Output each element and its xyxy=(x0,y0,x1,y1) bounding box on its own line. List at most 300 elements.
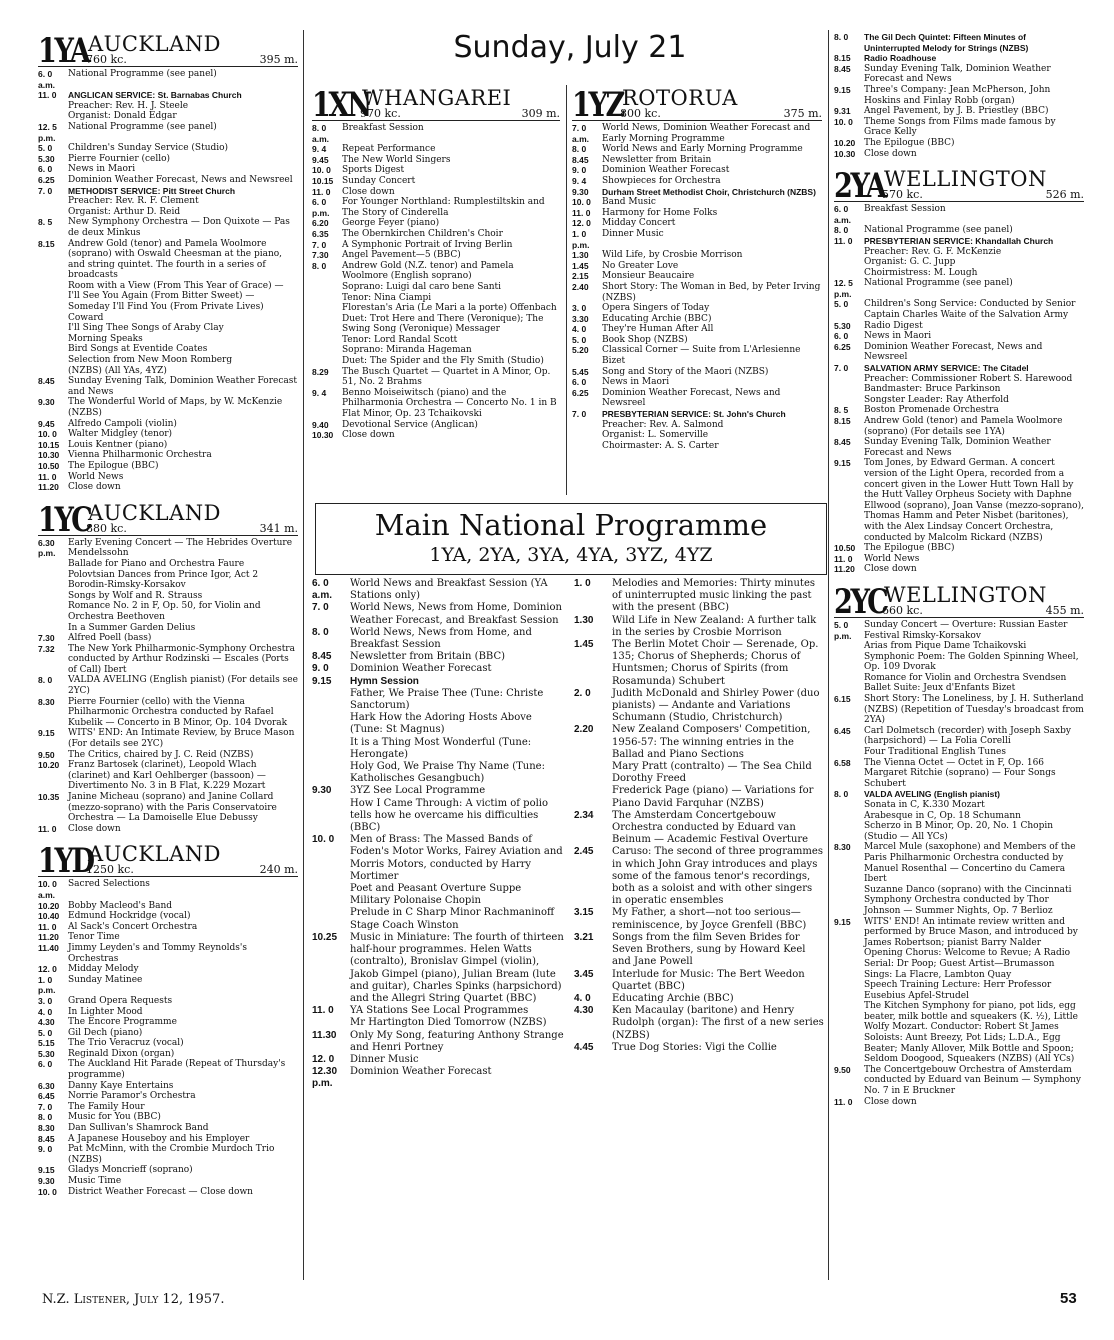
programme-item xyxy=(38,440,298,451)
programme-title: Melodies and Memories: Thirty minutes of uninterrupted music linking the past with the present (BBC) xyxy=(612,578,815,614)
programme-item xyxy=(572,261,822,272)
programme-item xyxy=(572,187,822,198)
programme-item xyxy=(834,1001,1084,1033)
programme-item xyxy=(38,975,298,996)
programme-title: Edmund Hockridge (vocal) xyxy=(68,911,191,922)
programme-item xyxy=(38,964,298,975)
programme-title: In a Summer Garden Delius xyxy=(68,622,196,633)
programme-time: 12. 5 p.m. xyxy=(38,121,57,143)
programme-title: Holy God, We Praise Thy Name (Tune: Katholisches Gesangbuch) xyxy=(350,761,545,785)
programme-time: 2.15 xyxy=(572,271,589,282)
programme-time: 1. 0 p.m. xyxy=(38,974,56,996)
station-frequency: 760 kc. xyxy=(86,53,127,66)
programme-item xyxy=(312,144,560,155)
programme-time: 11. 0 xyxy=(834,553,853,564)
programme-title: Dominion Weather Forecast, News and Newsreel xyxy=(864,341,1043,363)
programme-time xyxy=(38,344,68,355)
programme-title: Music for You (BBC) xyxy=(68,1112,161,1123)
programme-item xyxy=(572,144,822,155)
station-2ya xyxy=(834,167,1084,575)
programme-item xyxy=(574,785,824,809)
programme-title: Symphonic Poem: The Golden Spinning Wheel, Op. 109 Dvorak xyxy=(864,651,1079,673)
programme-item xyxy=(312,798,564,835)
programme-item xyxy=(312,430,560,441)
programme-title: The New York Philharmonic-Symphony Orchestra conducted by Arthur Rodzinski — Escales (Ports of Call) Ibert xyxy=(68,643,295,675)
programme-time: 2. 0 xyxy=(574,687,591,699)
programme-item xyxy=(572,176,822,187)
programme-item xyxy=(834,225,1084,236)
station-wavelength: 526 m. xyxy=(1045,188,1084,202)
programme-item xyxy=(38,932,298,943)
programme-title: Arabesque in C, Op. 18 Schumann xyxy=(864,810,1021,821)
programme-title: Ken Macaulay (baritone) and Henry Rudolph (organ): The first of a new series (NZBS) xyxy=(612,1005,824,1041)
programme-item xyxy=(574,639,824,688)
programme-item xyxy=(38,1144,298,1165)
programme-title: They're Human After All xyxy=(602,324,714,335)
programme-time xyxy=(312,1017,350,1029)
programme-title: National Programme (see panel) xyxy=(864,225,1013,236)
programme-time: 6. 0 a.m. xyxy=(834,204,852,225)
programme-list xyxy=(834,32,1084,159)
programme-title: Soprano: Miranda Hageman xyxy=(342,345,472,356)
programme-item xyxy=(834,331,1084,342)
programme-item xyxy=(834,832,1084,843)
programme-item xyxy=(572,250,822,261)
programme-time: 1. 0 p.m. xyxy=(572,228,590,250)
programme-item xyxy=(574,578,824,615)
programme-item xyxy=(834,374,1084,385)
programme-item xyxy=(574,846,824,907)
programme-item xyxy=(312,1017,564,1029)
station-1yz xyxy=(572,86,822,451)
programme-time: 7. 0 xyxy=(312,602,329,614)
programme-item xyxy=(834,726,1084,747)
programme-time xyxy=(834,1001,864,1033)
programme-title: Norrie Paramor's Orchestra xyxy=(68,1091,196,1102)
programme-item xyxy=(834,247,1084,258)
programme-item xyxy=(38,472,298,483)
station-wavelength: 240 m. xyxy=(259,863,298,877)
programme-title: New Zealand Composers' Competition, 1956-57: The winning entries in the Ballad and Piano Sections xyxy=(612,724,811,760)
programme-item xyxy=(312,197,560,218)
programme-item xyxy=(38,591,298,602)
station-frequency: 800 kc. xyxy=(620,107,661,120)
programme-time: 5.15 xyxy=(38,1038,55,1049)
programme-item xyxy=(572,208,822,219)
programme-item xyxy=(38,429,298,440)
programme-title: World News and Early Morning Programme xyxy=(602,144,803,155)
programme-time: 6. 0 p.m. xyxy=(312,197,330,218)
programme-title: Monsieur Beaucaire xyxy=(602,271,695,282)
programme-time: 10. 0 xyxy=(38,429,57,440)
programme-item xyxy=(312,1005,564,1017)
programme-title: World News, News from Home, and Breakfast Session xyxy=(350,626,532,651)
programme-time xyxy=(834,821,864,832)
programme-time xyxy=(834,683,864,694)
programme-time xyxy=(834,395,864,406)
footer-issue: N.Z. Listener, July 12, 1957. xyxy=(42,1292,225,1307)
programme-item xyxy=(572,388,822,409)
programme-title: How I Came Through: A victim of polio tells how he overcame his difficulties (BBC) xyxy=(350,797,549,834)
programme-item xyxy=(38,633,298,644)
programme-title: Tenor: Nina Ciampi xyxy=(342,292,432,303)
programme-time: 9.40 xyxy=(312,419,329,430)
programme-time: 9.31 xyxy=(834,106,851,117)
programme-title: PRESBYTERIAN SERVICE: Khandallah Church xyxy=(864,235,1054,246)
programme-time: 8.15 xyxy=(834,416,851,426)
programme-item xyxy=(312,356,560,367)
programme-item xyxy=(574,907,824,931)
programme-time: 10.25 xyxy=(312,931,338,943)
programme-item xyxy=(834,789,1084,800)
programme-time: 6.45 xyxy=(38,1091,55,1102)
programme-time: 7.30 xyxy=(38,633,55,644)
programme-title: YA Stations See Local Programmes xyxy=(350,1005,529,1017)
programme-title: Gil Dech (piano) xyxy=(68,1027,143,1038)
programme-title: Sports Digest xyxy=(342,165,405,176)
programme-item xyxy=(38,943,298,964)
programme-title: Dominion Weather Forecast xyxy=(350,1066,492,1078)
programme-item xyxy=(38,154,298,165)
programme-title: Sunday Concert xyxy=(342,175,416,186)
programme-time: 4. 0 xyxy=(38,1006,53,1017)
programme-time: 1.30 xyxy=(572,250,589,261)
programme-item xyxy=(312,250,560,261)
programme-item xyxy=(574,615,824,639)
programme-item xyxy=(38,1049,298,1060)
programme-item xyxy=(38,196,298,207)
programme-item xyxy=(38,623,298,634)
programme-time: 6.25 xyxy=(834,341,851,352)
programme-title: Carl Dolmetsch (recorder) with Joseph Saxby (harpsichord) — La Folia Corelli xyxy=(864,725,1071,747)
programme-item xyxy=(312,345,560,356)
programme-title: The Critics, chaired by J. C. Reid (NZBS) xyxy=(68,749,254,760)
programme-title: News in Maori xyxy=(68,164,136,175)
programme-item xyxy=(38,538,298,559)
programme-title: Speech Training Lecture: Herr Professor Eusebius Apfel-Strudel xyxy=(864,980,1052,1001)
programme-item xyxy=(834,842,1084,884)
programme-title: Room with a View (From This Year of Grace) — I'll See You Again (From Bitter Sweet) — Someday I'll Find You (From Private Lives) Coward xyxy=(68,280,284,323)
programme-title: Jimmy Leyden's and Tommy Reynolds's Orchestras xyxy=(68,942,247,964)
programme-time: 10. 0 a.m. xyxy=(38,879,57,900)
programme-time: 8. 0 xyxy=(572,144,587,155)
programme-title: New Symphony Orchestra — Don Quixote — Pas de deux Minkus xyxy=(68,217,290,238)
programme-item xyxy=(834,321,1084,332)
programme-item xyxy=(574,761,824,785)
programme-time: 11.30 xyxy=(312,1029,337,1041)
programme-title: National Programme (see panel) xyxy=(68,69,217,79)
programme-item xyxy=(834,747,1084,758)
programme-time: 8.15 xyxy=(834,53,851,64)
programme-time: 9. 0 xyxy=(572,165,587,176)
programme-title: Dominion Weather Forecast, News and Newsreel xyxy=(602,387,781,409)
programme-title: News in Maori xyxy=(864,331,932,342)
programme-title: Arias from Pique Dame Tchaikovski xyxy=(864,641,1027,652)
programme-item xyxy=(312,602,564,626)
programme-list xyxy=(312,578,564,1091)
programme-item xyxy=(38,824,298,835)
programme-title: Organist: Arthur D. Reid xyxy=(68,206,181,217)
programme-item xyxy=(38,450,298,461)
programme-item xyxy=(312,314,560,335)
programme-item xyxy=(38,1091,298,1102)
programme-title: Dinner Music xyxy=(602,228,664,239)
programme-item xyxy=(38,996,298,1007)
station-city: AUCKLAND xyxy=(88,842,221,867)
programme-time: 4.30 xyxy=(574,1005,594,1017)
programme-title: Gladys Moncrieff (soprano) xyxy=(68,1165,193,1176)
programme-time: 3.21 xyxy=(574,931,594,943)
programme-title: For Younger Northland: Rumplestiltskin and The Story of Cinderella xyxy=(342,197,545,218)
programme-time: 8. 0 a.m. xyxy=(312,123,330,144)
programme-time: 9.50 xyxy=(834,1064,851,1075)
programme-time: 7.32 xyxy=(38,643,55,654)
programme-time xyxy=(38,601,68,622)
station-wavelength: 309 m. xyxy=(521,107,560,120)
programme-title: Andrew Gold (N.Z. tenor) and Pamela Woolmore (English soprano) xyxy=(342,260,514,282)
programme-item xyxy=(312,176,560,187)
programme-title: Sunday Concert — Overture: Russian Easter Festival Rimsky-Korsakov xyxy=(864,619,1068,641)
programme-time xyxy=(834,948,864,980)
programme-item xyxy=(572,345,822,366)
programme-title: Men of Brass: The Massed Bands of Foden's Motor Works, Fairey Aviation and Morris Motors, conducted by Harry Mortimer xyxy=(350,834,563,882)
programme-list xyxy=(572,123,822,451)
programme-list xyxy=(38,879,298,1197)
programme-title: Radio Roadhouse xyxy=(864,53,937,64)
programme-time: 11. 0 xyxy=(38,471,57,482)
programme-title: Early Evening Concert — The Hebrides Overture Mendelssohn xyxy=(68,537,293,559)
programme-time: 6.35 xyxy=(312,228,329,239)
programme-item xyxy=(572,335,822,346)
programme-time: 10.20 xyxy=(38,900,60,911)
programme-time: 6.25 xyxy=(38,174,55,185)
programme-time: 8.45 xyxy=(834,63,851,74)
station-call-sign: 1YD xyxy=(38,841,93,882)
programme-item xyxy=(38,207,298,218)
programme-time: 9. 0 xyxy=(312,663,329,675)
programme-title: In Lighter Mood xyxy=(68,1006,143,1017)
programme-item xyxy=(834,564,1084,575)
programme-title: Ballade for Piano and Orchestra Faure xyxy=(68,558,245,569)
programme-title: Tenor: Lord Randal Scott xyxy=(342,334,458,345)
programme-item xyxy=(312,123,560,144)
column-right xyxy=(834,32,1084,1282)
programme-title: Polovtsian Dances from Prince Igor, Act 2 Borodin-Rimsky-Korsakov xyxy=(68,569,259,591)
programme-item xyxy=(38,69,298,90)
programme-title: Danny Kaye Entertains xyxy=(68,1080,174,1091)
programme-title: Sunday Matinee xyxy=(68,974,143,985)
programme-list xyxy=(312,123,560,441)
programme-item xyxy=(834,53,1084,64)
programme-item xyxy=(834,683,1084,694)
programme-time: 8.45 xyxy=(572,154,589,165)
programme-title: Franz Bartosek (clarinet), Leopold Wlach (clarinet) and Karl Oehlberger (bassoon) — Divertimento No. 3 in B Flat, K.229 Mozart xyxy=(68,760,266,792)
programme-item xyxy=(834,1033,1084,1065)
programme-title: Organist: L. Somerville xyxy=(602,430,709,441)
programme-item xyxy=(38,1123,298,1134)
programme-item xyxy=(312,920,564,932)
programme-item xyxy=(834,117,1084,138)
programme-title: Dominion Weather Forecast xyxy=(602,165,730,176)
programme-title: It is a Thing Most Wonderful (Tune: Herongate) xyxy=(350,736,532,760)
programme-title: Boston Promenade Orchestra xyxy=(864,405,999,416)
programme-item xyxy=(38,901,298,912)
programme-title: Close down xyxy=(864,564,917,575)
programme-time: 5.30 xyxy=(38,1048,55,1059)
programme-title: Andrew Gold (tenor) and Pamela Woolmore (soprano) with Oswald Cheesman at the piano, and string quintet. The fourth in a series of broadcasts xyxy=(68,238,283,281)
programme-title: Hymn Session xyxy=(350,675,419,687)
programme-item xyxy=(38,644,298,676)
programme-item xyxy=(312,282,560,293)
programme-item xyxy=(834,694,1084,726)
programme-item xyxy=(312,229,560,240)
programme-title: Close down xyxy=(864,1096,917,1107)
programme-item xyxy=(312,676,564,688)
programme-time: 1. 0 xyxy=(574,578,591,589)
programme-list xyxy=(834,204,1084,575)
station-city: WELLINGTON xyxy=(884,167,1047,192)
programme-item xyxy=(834,948,1084,980)
programme-time: 3. 0 xyxy=(572,303,587,314)
programme-item xyxy=(834,257,1084,268)
programme-item xyxy=(38,101,298,112)
programme-title: Pierre Fournier (cello) xyxy=(68,153,171,164)
programme-item xyxy=(38,90,298,101)
programme-title: Songs by Wolf and R. Strauss xyxy=(68,590,203,601)
programme-time: 1.30 xyxy=(574,614,594,626)
programme-title: Dan Sullivan's Shamrock Band xyxy=(68,1123,209,1134)
programme-time: 11. 0 xyxy=(312,186,331,197)
programme-item xyxy=(572,314,822,325)
programme-title: Sunday Evening Talk, Dominion Weather Forecast and News xyxy=(68,376,297,397)
programme-time xyxy=(834,641,864,652)
programme-time: 6.30 p.m. xyxy=(38,537,56,559)
programme-item xyxy=(38,461,298,472)
programme-time xyxy=(312,883,350,895)
programme-title: News in Maori xyxy=(602,377,670,388)
programme-time: 5.30 xyxy=(834,320,851,331)
programme-title: National Programme (see panel) xyxy=(68,121,217,132)
station-frequency: 970 kc. xyxy=(360,107,401,120)
programme-item xyxy=(38,1165,298,1176)
programme-time: 8. 0 xyxy=(312,626,329,638)
column-divider xyxy=(303,30,304,1280)
programme-title: Frederick Page (piano) — Variations for Piano David Farquhar (NZBS) xyxy=(612,785,814,809)
programme-title: Suzanne Danco (soprano) with the Cincinnati Symphony Orchestra conducted by Thor Johnson — Summer Nights, Op. 7 Berlioz xyxy=(864,884,1072,916)
programme-title: Book Shop (NZBS) xyxy=(602,334,688,345)
programme-item xyxy=(38,217,298,238)
programme-title: Mary Pratt (contralto) — The Sea Child Dorothy Freed xyxy=(612,761,812,785)
programme-title: Repeat Performance xyxy=(342,144,436,155)
programme-item xyxy=(312,1054,564,1066)
programme-time: 3.30 xyxy=(572,313,589,324)
programme-title: Showpieces for Orchestra xyxy=(602,175,721,186)
programme-item xyxy=(834,1065,1084,1097)
programme-title: Morning Speaks xyxy=(68,333,143,344)
column-rotorua xyxy=(572,86,822,496)
programme-time: 12. 0 xyxy=(312,1053,335,1065)
programme-title: Breakfast Session xyxy=(342,123,424,133)
programme-time xyxy=(312,895,350,907)
programme-item xyxy=(312,1030,564,1054)
programme-time: 5. 0 xyxy=(572,334,587,345)
programme-item xyxy=(834,204,1084,225)
programme-time xyxy=(38,101,68,112)
programme-title: Ballet Suite: Jeux d'Enfants Bizet xyxy=(864,683,1016,694)
programme-item xyxy=(834,236,1084,247)
programme-item xyxy=(572,441,822,452)
programme-title: Four Traditional English Tunes xyxy=(864,747,1006,758)
programme-title: The Berlin Motet Choir — Serenade, Op. 135; Chorus of Shepherds; Chorus of Huntsmen; Chorus of Spirits (from Rosamunda) Schubert xyxy=(612,639,819,687)
programme-time: 7. 0 xyxy=(834,363,849,374)
programme-item xyxy=(574,1005,824,1042)
programme-item xyxy=(572,155,822,166)
programme-time: 10.50 xyxy=(38,460,60,471)
programme-time xyxy=(38,111,68,122)
programme-time: 6. 0 xyxy=(38,164,53,175)
programme-title: A Japanese Houseboy and his Employer xyxy=(68,1133,250,1144)
programme-item xyxy=(38,366,298,377)
programme-time xyxy=(312,761,350,785)
programme-title: Janine Micheau (soprano) and Janine Collard (mezzo-soprano) with the Paris Conservatoire Orchestra — La Damoiselle Elue Debussy xyxy=(68,792,277,824)
programme-title: The Wonderful World of Maps, by W. McKenzie (NZBS) xyxy=(68,397,283,418)
programme-item xyxy=(834,32,1084,53)
programme-time: 10. 0 xyxy=(834,116,853,127)
programme-title: Al Sack's Concert Orchestra xyxy=(68,921,198,932)
programme-title: Pat McMinn, with the Crombie Murdoch Trio (NZBS) xyxy=(68,1144,275,1165)
programme-title: Dinner Music xyxy=(350,1053,419,1065)
programme-title: Stage Coach Winston xyxy=(350,919,459,931)
programme-time: 12. 0 xyxy=(38,964,57,975)
programme-time: 5. 0 xyxy=(38,1027,53,1038)
programme-title: Educating Archie (BBC) xyxy=(602,313,712,324)
station-call-sign: 1XN xyxy=(312,86,370,125)
programme-item xyxy=(38,1028,298,1039)
programme-item xyxy=(312,187,560,198)
programme-title: Midday Melody xyxy=(68,964,139,975)
programme-time xyxy=(834,257,864,268)
programme-time: 10.30 xyxy=(38,450,60,461)
column-left xyxy=(38,32,298,1282)
station-city: WELLINGTON xyxy=(884,582,1047,607)
main-programme-stations: 1YA, 2YA, 3YA, 4YA, 3YZ, 4YZ xyxy=(429,544,713,566)
programme-item xyxy=(38,1017,298,1028)
programme-time xyxy=(834,832,864,843)
programme-time: 9.15 xyxy=(834,458,851,469)
programme-title: Duet: Trot Here and There (Veronique); The Swing Song (Veronique) Messager xyxy=(342,313,544,335)
programme-item xyxy=(312,1066,564,1090)
station-call-sign: 1YA xyxy=(38,32,89,71)
programme-item xyxy=(834,917,1084,949)
programme-item xyxy=(834,395,1084,406)
programme-item xyxy=(574,724,824,761)
programme-time xyxy=(312,356,342,367)
programme-time: 8. 0 xyxy=(38,1112,53,1123)
programme-title: The Epilogue (BBC) xyxy=(864,543,955,554)
programme-item xyxy=(38,675,298,696)
programme-title: Dominion Weather Forecast xyxy=(350,663,492,675)
programme-title: The Encore Programme xyxy=(68,1017,177,1028)
programme-title: (Studio — All YCs) xyxy=(864,831,948,842)
page-number: 53 xyxy=(1060,1290,1077,1307)
programme-title: The Busch Quartet — Quartet in A Minor, Op. 51, No. 2 Brahms xyxy=(342,366,551,388)
programme-time: 5.45 xyxy=(572,366,589,377)
programme-time: 10.35 xyxy=(38,792,60,802)
programme-time: 11. 0 xyxy=(572,207,591,218)
programme-time: 6.15 xyxy=(834,694,851,705)
programme-item xyxy=(312,761,564,785)
programme-title: Bird Songs at Eventide Coates xyxy=(68,344,208,355)
